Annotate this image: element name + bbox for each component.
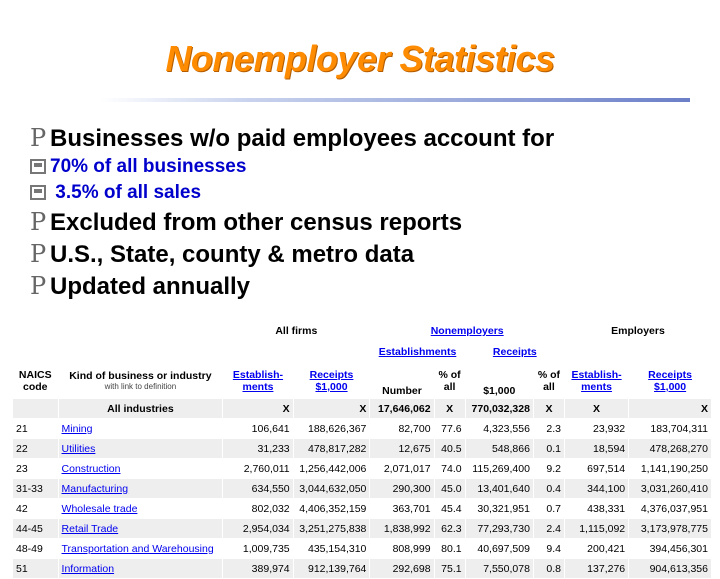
- cell-est: 106,641: [223, 419, 293, 439]
- bullet-item: P U.S., State, county & metro data: [30, 240, 415, 268]
- naics-header: NAICS code: [13, 363, 59, 399]
- cell-est: 634,550: [223, 479, 293, 499]
- cell-naics: 31-33: [13, 479, 59, 499]
- cell-rec2: 183,704,311: [629, 419, 712, 439]
- industry-link[interactable]: Utilities: [61, 442, 96, 455]
- total-row: All industries X X 17,646,062 X 770,032,328 X X X: [13, 399, 712, 419]
- cell-pct: 74.0: [434, 459, 465, 479]
- cell-number: 363,701: [370, 499, 434, 519]
- table-row: [13, 419, 712, 439]
- cell-pct: 62.3: [434, 519, 465, 539]
- cell-pct2: 0.1: [533, 439, 564, 459]
- bullet-marker-icon: P: [30, 124, 47, 152]
- cell-naics: 22: [13, 439, 59, 459]
- bullet-item: P Businesses w/o paid employees account for: [30, 124, 555, 152]
- cell-number: 292,698: [370, 559, 434, 579]
- cell-naics: 48-49: [13, 539, 59, 559]
- dollars-header: $1,000: [465, 363, 533, 399]
- cell-rec2: 3,173,978,775: [629, 519, 712, 539]
- pct2-header: % of all: [533, 363, 564, 399]
- pct-header: % of all: [434, 363, 465, 399]
- all-firms-header: All firms: [223, 321, 370, 342]
- cell-pct: 40.5: [434, 439, 465, 459]
- nonemployers-link[interactable]: Nonemployers: [430, 325, 504, 337]
- cell-pct2: 0.8: [533, 559, 564, 579]
- cell-rec: 478,817,282: [293, 439, 370, 459]
- column-header-row: [13, 363, 712, 399]
- table-row: [13, 459, 712, 479]
- cell-rec: 3,044,632,050: [293, 479, 370, 499]
- cell-pct: 45.4: [434, 499, 465, 519]
- est-header-link[interactable]: Establish-ments: [232, 368, 284, 393]
- industry-link[interactable]: Wholesale trade: [61, 502, 138, 515]
- cell-pct2: 9.4: [533, 539, 564, 559]
- cell-rec: 3,251,275,838: [293, 519, 370, 539]
- kind-note: with link to definition: [104, 382, 177, 391]
- sub-bullet-item: 3.5% of all sales: [30, 180, 710, 206]
- cell-pct: 77.6: [434, 419, 465, 439]
- cell-est2: 200,421: [564, 539, 628, 559]
- table-row: [13, 539, 712, 559]
- industry-link[interactable]: Mining: [61, 422, 93, 435]
- cell-naics: 23: [13, 459, 59, 479]
- table-row: [13, 439, 712, 459]
- cell-rec: 4,406,352,159: [293, 499, 370, 519]
- title-underline: [100, 98, 690, 102]
- kind-header: Kind of business or industry: [69, 370, 212, 382]
- cell-dollars: 548,866: [465, 439, 533, 459]
- cell-rec2: 904,613,356: [629, 559, 712, 579]
- cell-est: 1,009,735: [223, 539, 293, 559]
- cell-rec: 912,139,764: [293, 559, 370, 579]
- cell-pct: 75.1: [434, 559, 465, 579]
- employers-header: Employers: [564, 321, 711, 342]
- cell-pct: 80.1: [434, 539, 465, 559]
- cell-naics: 21: [13, 419, 59, 439]
- cell-dollars: 13,401,640: [465, 479, 533, 499]
- cell-number: 12,675: [370, 439, 434, 459]
- cell-pct2: 2.4: [533, 519, 564, 539]
- cell-est: 389,974: [223, 559, 293, 579]
- cell-pct: 45.0: [434, 479, 465, 499]
- cell-rec2: 4,376,037,951: [629, 499, 712, 519]
- cell-est: 2,954,034: [223, 519, 293, 539]
- cell-est2: 137,276: [564, 559, 628, 579]
- cell-est2: 344,100: [564, 479, 628, 499]
- cell-est2: 1,115,092: [564, 519, 628, 539]
- bullet-marker-icon: P: [30, 240, 47, 268]
- cell-est2: 697,514: [564, 459, 628, 479]
- industry-link[interactable]: Manufacturing: [61, 482, 129, 495]
- table-row: [13, 499, 712, 519]
- bullet-item: P Updated annually: [30, 272, 251, 300]
- cell-dollars: 40,697,509: [465, 539, 533, 559]
- slide-title: Nonemployer Statistics: [165, 38, 555, 79]
- cell-number: 290,300: [370, 479, 434, 499]
- cell-pct2: 0.4: [533, 479, 564, 499]
- bullet-list: [30, 122, 710, 302]
- est2-header-link[interactable]: Establish-ments: [571, 368, 622, 393]
- cell-naics: 51: [13, 559, 59, 579]
- rec-header-link[interactable]: Receipts $1,000: [309, 368, 354, 393]
- cell-rec2: 1,141,190,250: [629, 459, 712, 479]
- cell-rec2: 3,031,260,410: [629, 479, 712, 499]
- group-header-row: [13, 321, 712, 342]
- cell-est: 31,233: [223, 439, 293, 459]
- cell-rec: 1,256,442,006: [293, 459, 370, 479]
- cell-pct2: 0.7: [533, 499, 564, 519]
- cell-est2: 23,932: [564, 419, 628, 439]
- industry-link[interactable]: Transportation and Warehousing: [61, 542, 214, 555]
- cell-est2: 438,331: [564, 499, 628, 519]
- cell-naics: 44-45: [13, 519, 59, 539]
- cell-naics: 42: [13, 499, 59, 519]
- industry-link[interactable]: Information: [61, 562, 115, 575]
- cell-est: 2,760,011: [223, 459, 293, 479]
- nonemployer-table: [12, 320, 712, 579]
- bullet-marker-icon: P: [30, 208, 47, 236]
- cell-number: 808,999: [370, 539, 434, 559]
- sub-header-row: [13, 342, 712, 363]
- cell-dollars: 7,550,078: [465, 559, 533, 579]
- cell-dollars: 77,293,730: [465, 519, 533, 539]
- table-row: [13, 559, 712, 579]
- cell-rec2: 478,268,270: [629, 439, 712, 459]
- floppy-bullet-icon: [30, 185, 46, 200]
- table-row: [13, 479, 712, 499]
- rec2-header-link[interactable]: Receipts $1,000: [648, 368, 692, 393]
- industry-link[interactable]: Construction: [61, 462, 121, 475]
- cell-dollars: 30,321,951: [465, 499, 533, 519]
- bullet-item: P Excluded from other census reports: [30, 208, 463, 236]
- cell-number: 2,071,017: [370, 459, 434, 479]
- cell-rec: 188,626,367: [293, 419, 370, 439]
- cell-dollars: 115,269,400: [465, 459, 533, 479]
- cell-dollars: 4,323,556: [465, 419, 533, 439]
- cell-number: 82,700: [370, 419, 434, 439]
- table-body: [13, 419, 712, 579]
- cell-est: 802,032: [223, 499, 293, 519]
- bullet-marker-icon: P: [30, 272, 47, 300]
- cell-pct2: 2.3: [533, 419, 564, 439]
- number-header: Number: [370, 363, 434, 399]
- receipts-link[interactable]: Receipts: [492, 346, 537, 358]
- cell-rec2: 394,456,301: [629, 539, 712, 559]
- sub-bullet-item: 70% of all businesses: [30, 154, 710, 180]
- cell-rec: 435,154,310: [293, 539, 370, 559]
- floppy-bullet-icon: [30, 159, 46, 174]
- establishments-link[interactable]: Establishments: [378, 346, 457, 358]
- cell-number: 1,838,992: [370, 519, 434, 539]
- cell-est2: 18,594: [564, 439, 628, 459]
- census-table-screenshot: [12, 320, 712, 575]
- table-row: [13, 519, 712, 539]
- industry-link[interactable]: Retail Trade: [61, 522, 119, 535]
- cell-pct2: 9.2: [533, 459, 564, 479]
